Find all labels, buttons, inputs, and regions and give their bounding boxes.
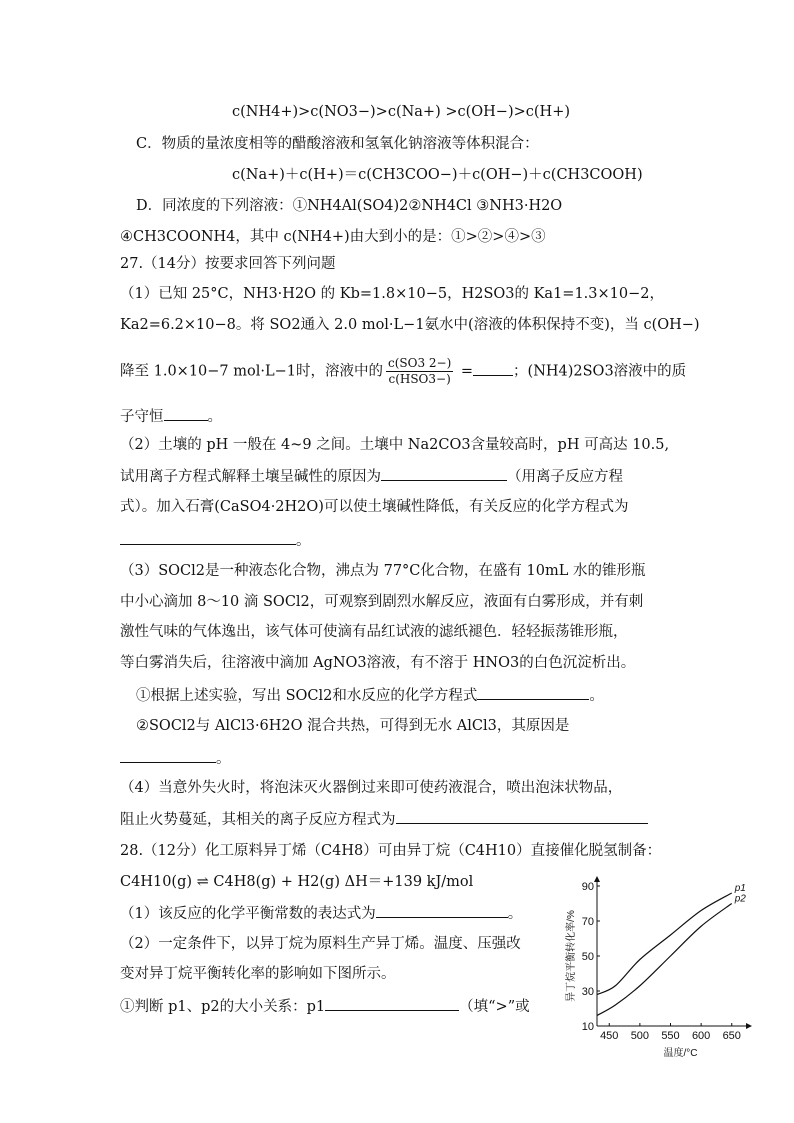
option-d-cont: ④CH3COONH4，其中 c(NH4+)由大到小的是：①>②>④>③ [120,229,546,245]
q28-1-end: 。 [507,906,523,922]
line-1: c(NH4+)>c(NO3−)>c(Na+) >c(OH−)>c(H+) [232,104,570,120]
x-tick-label: 600 [691,1030,711,1042]
y-tick-label: 30 [581,986,594,998]
q27-3-line2: 中小心滴加 8～10 滴 SOCl2，可观察到剧烈水解反应，液面有白雾形成，并有刺 [120,594,644,610]
q27-2-line1: （2）土壤的 pH 一般在 4~9 之间。土壤中 Na2CO3含量较高时，pH 可高达 10.5, [120,437,670,453]
series-line-p2 [597,904,732,1016]
q27-2-end: 。 [296,533,311,549]
q27-2-text-a: 试用离子方程式解释土壤呈碱性的原因为 [120,469,381,485]
option-c: C．物质的量浓度相等的醋酸溶液和氢氧化钠溶液等体积混合： [136,136,539,152]
answer-blank-ion[interactable] [381,466,507,481]
y-tick-label: 90 [581,881,594,893]
answer-blank-gypsum[interactable] [120,530,296,545]
q27-1-end: 。 [207,409,222,425]
q27-2-line3: 式）。加入石膏(CaSO4·2H2O)可以使土壤碱性降低，有关反应的化学方程式为 [120,499,629,515]
q27-3-part1 [136,685,604,706]
q27-1-text-a: 降至 1.0×10−7 mol·L−1时，溶液中的 [120,363,383,380]
y-axis-arrow [594,876,600,882]
y-tick-label: 70 [581,916,594,928]
x-tick-label: 450 [600,1030,619,1042]
x-tick-label: 650 [722,1030,741,1042]
q27-3-line4: 等白雾消失后，往溶液中滴加 AgNO3溶液，有不溶于 HNO3的白色沉淀析出。 [120,655,636,671]
answer-blank-proton[interactable] [164,406,208,421]
q27-title: 27.（14分）按要求回答下列问题 [120,256,336,272]
q27-4-text: 阻止火势蔓延，其相关的离子反应方程式为 [120,812,396,828]
q27-4-line2 [120,809,648,830]
q27-3-part2-end: 。 [216,751,231,767]
q28-title: 28.（12分）化工原料异丁烯（C4H8）可由异丁烷（C4H10）直接催化脱氢制备： [120,843,662,859]
q27-1-line3 [120,356,686,387]
answer-blank-ratio[interactable] [473,361,513,376]
fraction-numerator: c(SO3 2−) [387,356,452,370]
q27-2-line2 [120,466,623,487]
q28-equation: C4H10(g) ⇌ C4H8(g) + H2(g) ΔH＝+139 kJ/mol [120,874,474,890]
q27-1-text-d: 子守恒 [120,409,164,425]
fraction-denominator: c(HSO3−) [388,372,451,386]
y-tick-label: 50 [581,951,594,963]
q27-2-line4 [120,530,311,551]
equals-sign: = [460,363,474,380]
y-tick-label: 10 [581,1021,594,1033]
q27-1-text-c: ；(NH4)2SO3溶液中的质 [513,363,687,380]
q27-3-line1: （3）SOCl2是一种液态化合物，沸点为 77°C化合物，在盛有 10mL 水的锥形瓶 [120,563,646,579]
answer-blank-foam[interactable] [396,809,648,824]
q27-3-line3: 激性气味的气体逸出，该气体可使滴有品红试液的滤纸褪色．轻轻振荡锥形瓶， [120,624,628,640]
q27-1-line4 [120,406,222,427]
q28-2-line1: （2）一定条件下，以异丁烷为原料生产异丁烯。温度、压强改 [120,936,521,952]
q27-1-line2: Ka2=6.2×10−8。将 SO2通入 2.0 mol·L−1氨水中(溶液的体积保持不变)，当 c(OH−) [120,317,700,333]
q28-2-line2: 变对异丁烷平衡转化率的影响如下图所示。 [120,966,396,982]
option-d: D．同浓度的下列溶液：①NH4Al(SO4)2②NH4Cl ③NH3·H2O [136,198,563,214]
q28-1 [120,903,522,924]
series-line-p1 [597,893,732,995]
option-c-eq: c(Na+)＋c(H+)＝c(CH3COO−)＋c(OH−)＋c(CH3COOH) [232,167,643,183]
q28-2-part1-text: ①判断 p1、p2的大小关系：p1 [120,999,326,1015]
conversion-chart [560,876,754,1066]
q28-1-text: （1）该反应的化学平衡常数的表达式为 [120,906,376,922]
q27-2-text-b: （用离子反应方程 [507,469,623,485]
ratio-fraction [386,356,453,387]
series-label-p2: p2 [734,893,746,905]
q28-2-part1 [120,996,530,1017]
answer-blank-socl2[interactable] [477,685,589,700]
q27-3-part1-end: 。 [589,688,604,704]
q28-2-part1-hint: （填“>”或 [459,999,530,1015]
y-axis-label: 异丁烷平衡转化率/% [566,910,577,1002]
q27-1-line1: （1）已知 25°C，NH3·H2O 的 Kb=1.8×10−5，H2SO3的 Ka1=1.3×10−2， [120,286,664,302]
x-axis-label: 温度/°C [663,1048,698,1059]
q27-4-line1: （4）当意外失火时，将泡沫灭火器倒过来即可使药液混合，喷出泡沫状物品， [120,780,623,796]
q27-3-part1-text: ①根据上述实验，写出 SOCl2和水反应的化学方程式 [136,688,478,704]
series-label-p1: p1 [734,883,746,894]
answer-blank-pressure[interactable] [325,996,459,1011]
x-axis-arrow [746,1023,752,1029]
q27-3-part2-answer [120,748,231,769]
x-tick-label: 550 [661,1030,680,1042]
x-tick-label: 500 [630,1030,650,1042]
answer-blank-k[interactable] [376,903,508,918]
q27-3-part2: ②SOCl2与 AlCl3·6H2O 混合共热，可得到无水 AlCl3，其原因是 [136,718,570,734]
answer-blank-alcl3[interactable] [120,748,216,763]
